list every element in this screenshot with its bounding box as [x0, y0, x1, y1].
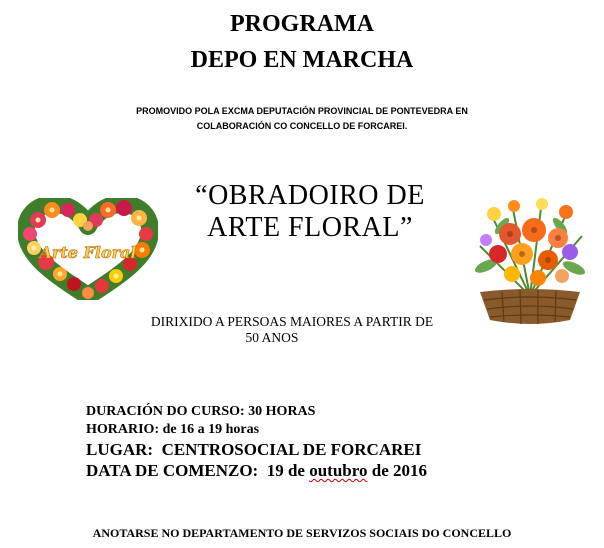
- place-value-end: SOCIAL DE FORCAREI: [234, 440, 422, 459]
- duration-row: [86, 403, 315, 420]
- place-row: [86, 439, 421, 460]
- audience-line-1: DIRIXIDO A PERSOAS MAIORES A PARTIR DE: [150, 314, 434, 329]
- duration-value: 30 HORAS: [248, 404, 316, 419]
- duration-label: DURACIÓN DO CURSO:: [86, 404, 245, 419]
- schedule-row: [86, 421, 259, 438]
- program-title: PROGRAMA: [230, 11, 374, 37]
- place-value-start: CENTRO: [161, 440, 235, 459]
- workshop-title-line-2: ARTE FLORAL”: [207, 212, 413, 243]
- promoter-line-1: PROMOVIDO POLA EXCMA DEPUTACIÓN PROVINCIAL DE PONTEVEDRA EN: [136, 106, 468, 116]
- flower-basket-icon: [472, 196, 588, 328]
- place-label: LUGAR:: [86, 440, 154, 459]
- start-month: outubro: [309, 461, 368, 480]
- floral-heart-wreath-icon: [18, 198, 158, 300]
- program-name: DEPO EN MARCHA: [190, 47, 414, 73]
- start-day: 19 de: [266, 461, 305, 480]
- start-date-row: [86, 460, 427, 481]
- heart-caption: Arte Floral: [39, 243, 137, 262]
- promoter-line-2: COLABORACIÓN CO CONCELLO DE FORCAREI.: [196, 121, 408, 131]
- floral-heart-image: [18, 198, 158, 300]
- start-label: DATA DE COMENZO:: [86, 461, 259, 480]
- registration-note: ANOTARSE NO DEPARTAMENTO DE SERVIZOS SOCIAIS DO CONCELLO: [92, 526, 512, 540]
- start-year: de 2016: [371, 461, 427, 480]
- workshop-title-line-1: “OBRADOIRO DE: [195, 180, 425, 211]
- audience-line-2: 50 ANOS: [245, 330, 299, 345]
- flower-basket-image: [472, 196, 588, 328]
- schedule-label: HORARIO:: [86, 422, 160, 437]
- schedule-value: de 16 a 19 horas: [162, 422, 260, 437]
